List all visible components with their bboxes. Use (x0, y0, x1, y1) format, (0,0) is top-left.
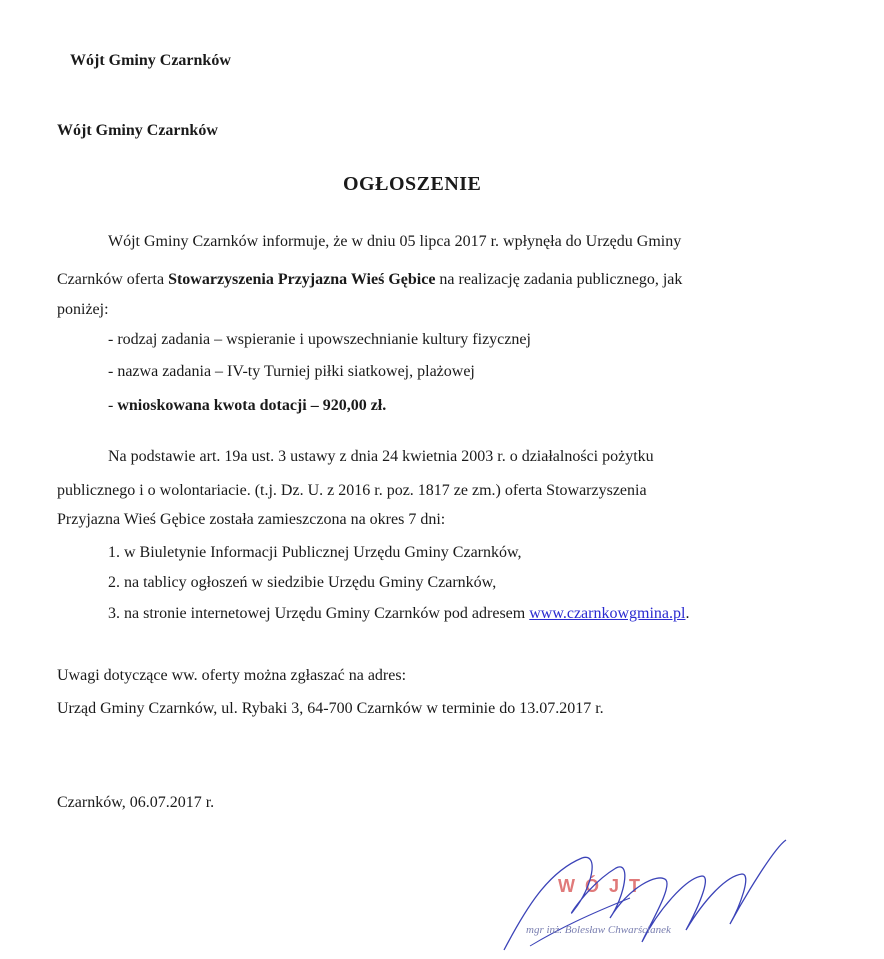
organization-name: Stowarzyszenia Przyjazna Wieś Gębice (168, 271, 436, 288)
paragraph1-line1: Wójt Gminy Czarnków informuje, że w dniu 05 lipca 2017 r. wpłynęła do Urzędu Gminy (108, 233, 682, 250)
signature-underline (530, 898, 630, 946)
publication-item-website-post: . (685, 605, 690, 622)
publication-item-website-pre: 3. na stronie internetowej Urzędu Gminy Czarnków pod adresem (108, 605, 530, 622)
task-item-amount-dash: - (108, 397, 118, 414)
website-link[interactable]: www.czarnkowgmina.pl (529, 605, 686, 622)
signatory-name: mgr inż. Bolesław Chwarścianek (526, 924, 671, 936)
task-item-amount (108, 397, 386, 415)
requested-amount: wnioskowana kwota dotacji – 920,00 zł. (117, 397, 387, 414)
publication-item-bip: 1. w Biuletynie Informacji Publicznej Urzędu Gminy Czarnków, (108, 544, 522, 561)
stamp-title: WÓJT (558, 876, 650, 896)
paragraph2-line3: Przyjazna Wieś Gębice została zamieszczona na okres 7 dni: (57, 511, 446, 528)
date-place: Czarnków, 06.07.2017 r. (57, 794, 215, 811)
remarks-address: Urząd Gminy Czarnków, ul. Rybaki 3, 64-700 Czarnków w terminie do 13.07.2017 r. (57, 700, 604, 717)
handwritten-signature (490, 838, 790, 954)
task-item-type: - rodzaj zadania – wspieranie i upowszechnianie kultury fizycznej (108, 331, 531, 348)
publication-item-website (108, 605, 689, 623)
document-title: OGŁOSZENIE (343, 173, 482, 195)
paragraph2-line1: Na podstawie art. 19a ust. 3 ustawy z dnia 24 kwietnia 2003 r. o działalności pożytku (108, 448, 654, 465)
paragraph1-line2 (57, 271, 682, 289)
header-line-1: Wójt Gminy Czarnków (70, 52, 231, 69)
paragraph1-line2-pre: Czarnków oferta (57, 271, 169, 288)
remarks-line1: Uwagi dotyczące ww. oferty można zgłaszać na adres: (57, 667, 407, 684)
signature-stamp (490, 838, 790, 954)
task-item-name: - nazwa zadania – IV-ty Turniej piłki siatkowej, plażowej (108, 363, 475, 380)
paragraph2-line2: publicznego i o wolontariacie. (t.j. Dz. U. z 2016 r. poz. 1817 ze zm.) oferta Stowarzyszenia (57, 482, 647, 499)
header-line-2: Wójt Gminy Czarnków (57, 122, 218, 139)
publication-item-board: 2. na tablicy ogłoszeń w siedzibie Urzędu Gminy Czarnków, (108, 574, 497, 591)
paragraph1-line3: poniżej: (57, 301, 109, 318)
paragraph1-line2-post: na realizację zadania publicznego, jak (435, 271, 683, 288)
